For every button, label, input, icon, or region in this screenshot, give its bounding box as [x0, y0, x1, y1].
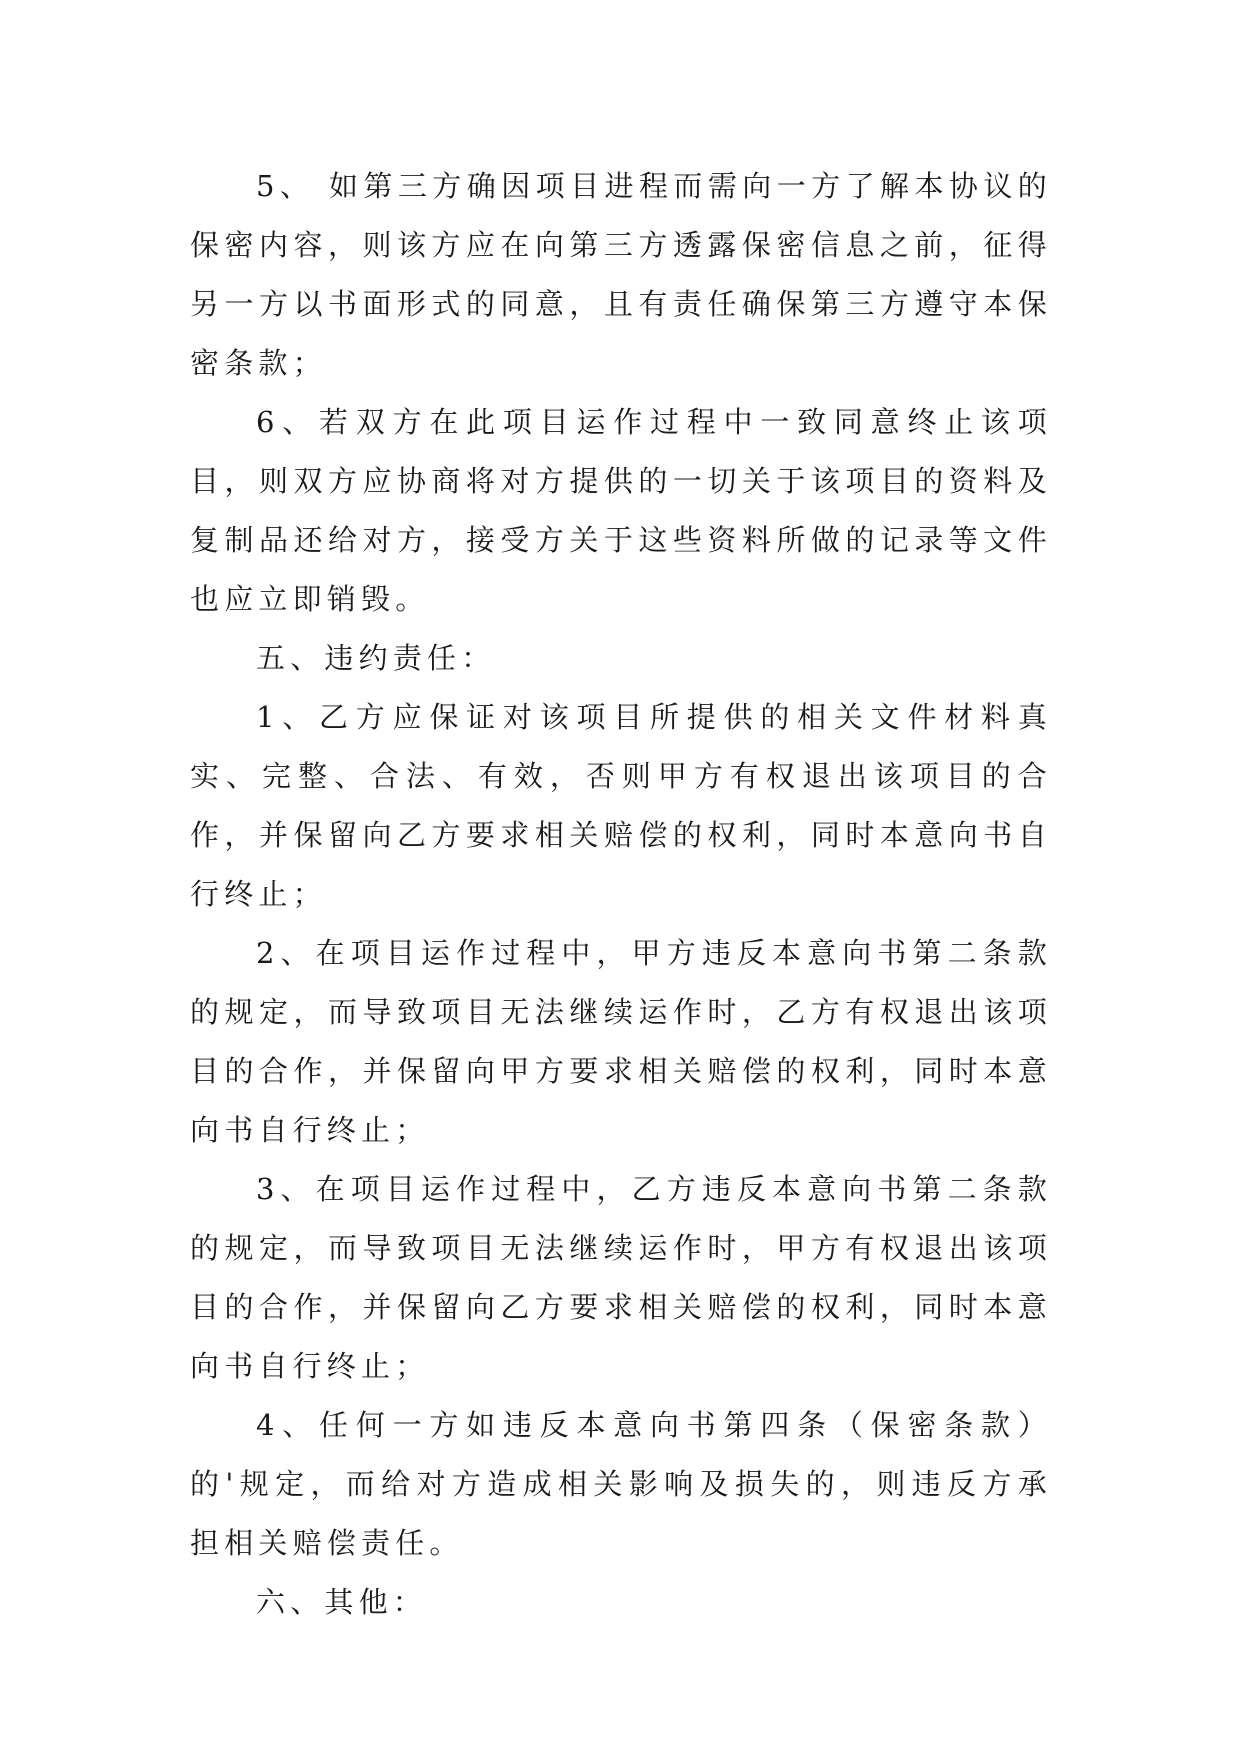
paragraph-liability-4: 4、任何一方如违反本意向书第四条（保密条款）的'规定，而给对方造成相关影响及损失的，则违反方承担相关赔偿责任。: [190, 1408, 1052, 1560]
paragraph-liability-3: 3、在项目运作过程中，乙方违反本意向书第二条款的规定，而导致项目无法继续运作时，甲方有权退出该项目的合作，并保留向乙方要求相关赔偿的权利，同时本意向书自行终止；: [190, 1172, 1052, 1383]
paragraph-clause-6: 6、若双方在此项目运作过程中一致同意终止该项目，则双方应协商将对方提供的一切关于该项目的资料及复制品还给对方，接受方关于这些资料所做的记录等文件也应立即销毁。: [190, 405, 1052, 616]
paragraph-liability-1: 1、乙方应保证对该项目所提供的相关文件材料真实、完整、合法、有效，否则甲方有权退出该项目的合作，并保留向乙方要求相关赔偿的权利，同时本意向书自行终止；: [190, 700, 1052, 911]
document-body: [190, 157, 1052, 1632]
section-heading-liability: 五、违约责任：: [256, 641, 496, 675]
paragraph-clause-5: 5、 如第三方确因项目进程而需向一方了解本协议的保密内容，则该方应在向第三方透露保密信息之前，征得另一方以书面形式的同意，且有责任确保第三方遵守本保密条款；: [190, 169, 1052, 380]
section-heading-other: 六、其他：: [256, 1585, 428, 1619]
paragraph-liability-2: 2、在项目运作过程中，甲方违反本意向书第二条款的规定，而导致项目无法继续运作时，乙方有权退出该项目的合作，并保留向甲方要求相关赔偿的权利，同时本意向书自行终止；: [190, 936, 1052, 1147]
